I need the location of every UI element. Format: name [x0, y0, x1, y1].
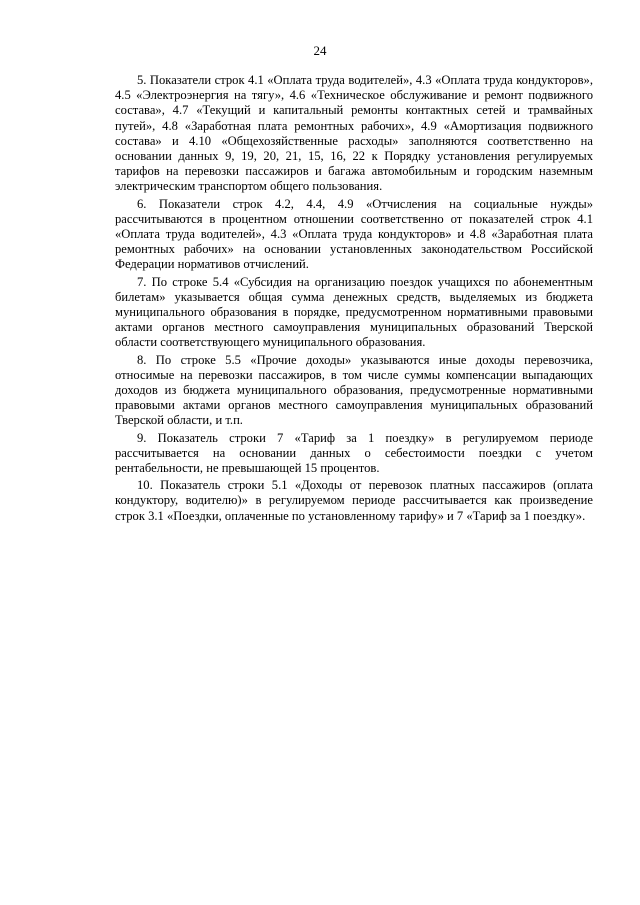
paragraph-8: 8. По строке 5.5 «Прочие доходы» указываются иные доходы перевозчика, относимые на перевозки пассажиров, в том числе суммы компенсации выпадающих доходов из бюджета муниципального образования, предусмотренные нормативными правовыми актами органов местного самоуправления муниципальных образований Тверской области, и т.п. — [115, 352, 593, 428]
paragraph-10: 10. Показатель строки 5.1 «Доходы от перевозок платных пассажиров (оплата кондуктору, водителю)» в регулируемом периоде рассчитывается как произведение строк 3.1 «Поездки, оплаченные по установленному тарифу» и 7 «Тариф за 1 поездку». — [115, 478, 593, 523]
paragraph-9: 9. Показатель строки 7 «Тариф за 1 поездку» в регулируемом периоде рассчитывается на основании данных о себестоимости поездки с учетом рентабельности, не превышающей 15 процентов. — [115, 430, 593, 476]
document-body — [115, 73, 593, 524]
page-number: 24 — [313, 43, 327, 58]
paragraph-5: 5. Показатели строк 4.1 «Оплата труда водителей», 4.3 «Оплата труда кондукторов», 4.5 «Электроэнергия на тягу», 4.6 «Техническое обслуживание и ремонт подвижного состава», 4.7 «Текущий и капитальный ремонты контактных сетей и трамвайных путей», 4.8 «Заработная плата ремонтных рабочих», 4.9 «Амортизация подвижного состава» и 4.10 «Общехозяйственные расходы» заполняются соответственно на основании данных 9, 19, 20, 21, 15, 16, 22 к Порядку установления регулируемых тарифов на перевозки пассажиров и багажа автомобильным и городским наземным электрическим транспортом общего пользования. — [115, 73, 593, 194]
paragraph-7: 7. По строке 5.4 «Субсидия на организацию поездок учащихся по абонементным билетам» указывается общая сумма денежных средств, выделяемых из бюджета муниципального образования в порядке, предусмотренном нормативными правовыми актами органов местного самоуправления муниципальных образований Тверской области соответствующего муниципального образования. — [115, 274, 593, 350]
paragraph-6: 6. Показатели строк 4.2, 4.4, 4.9 «Отчисления на социальные нужды» рассчитываются в процентном отношении соответственно от показателей строк 4.1 «Оплата труда водителей», 4.3 «Оплата труда кондукторов» и 4.8 «Заработная плата ремонтных рабочих» на основании установленных законодательством Российской Федерации нормативов отчислений. — [115, 196, 593, 272]
